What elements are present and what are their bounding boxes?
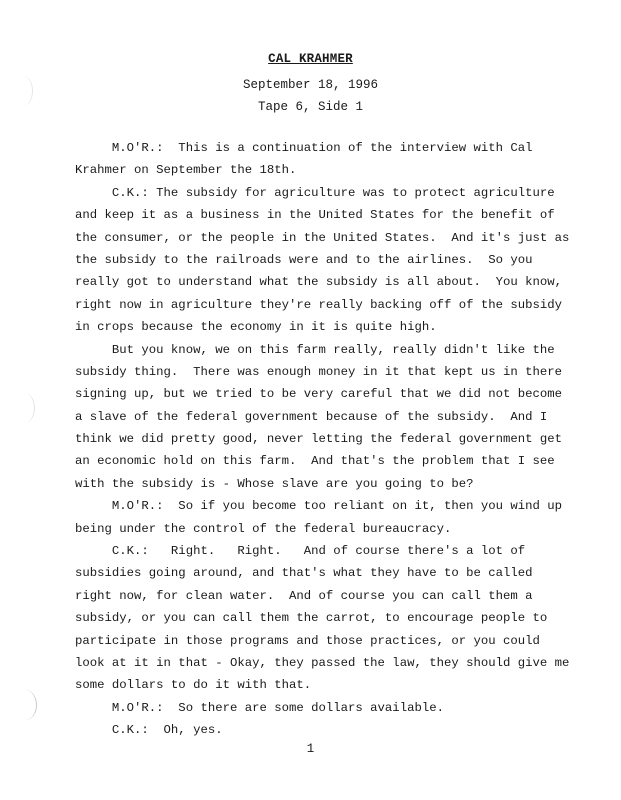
transcript-body bbox=[75, 137, 570, 742]
transcript-line: subsidy, or you can call them the carrot, to encourage people to bbox=[75, 611, 548, 626]
transcript-line: subsidy thing. There was enough money in it that kept us in there bbox=[75, 364, 563, 379]
transcript-line: the subsidy to the railroads were and to the airlines. So you bbox=[75, 252, 533, 267]
interviewee-title: CAL KRAHMER bbox=[268, 52, 353, 66]
transcript-line: and keep it as a business in the United States for the benefit of bbox=[75, 208, 555, 223]
transcript-line: in crops because the economy in it is quite high. bbox=[75, 320, 437, 335]
transcript-line: But you know, we on this farm really, really didn't like the bbox=[75, 342, 555, 357]
transcript-line: C.K.: The subsidy for agriculture was to protect agriculture bbox=[75, 185, 555, 200]
transcript-line: right now in agriculture they're really backing off of the subsidy bbox=[75, 297, 563, 312]
transcript-line: some dollars to do it with that. bbox=[75, 678, 312, 693]
transcript-line: C.K.: Right. Right. And of course there's a lot of bbox=[75, 544, 526, 559]
transcript-line: think we did pretty good, never letting the federal government get bbox=[75, 432, 563, 447]
punch-hole-mark bbox=[14, 690, 37, 720]
transcript-line: M.O'R.: This is a continuation of the interview with Cal bbox=[75, 141, 533, 155]
transcript-line: a slave of the federal government because of the subsidy. And I bbox=[75, 409, 548, 424]
transcript-line: being under the control of the federal bureaucracy. bbox=[75, 521, 452, 536]
transcript-line: M.O'R.: So there are some dollars available. bbox=[75, 700, 444, 715]
transcript-line: signing up, but we tried to be very careful that we did not become bbox=[75, 387, 563, 402]
transcript-line: an economic hold on this farm. And that's the problem that I see bbox=[75, 454, 555, 469]
transcript-line: really got to understand what the subsidy is all about. You know, bbox=[75, 275, 563, 290]
transcript-line: Krahmer on September the 18th. bbox=[75, 163, 297, 178]
transcript-line: M.O'R.: So if you become too reliant on it, then you wind up bbox=[75, 499, 563, 514]
transcript-line: subsidies going around, and that's what they have to be called bbox=[75, 566, 533, 581]
transcript-line: C.K.: Oh, yes. bbox=[75, 723, 223, 738]
transcript-line: with the subsidy is - Whose slave are you going to be? bbox=[75, 476, 474, 491]
page-number: 1 bbox=[306, 742, 315, 756]
transcript-line: participate in those programs and those practices, or you could bbox=[75, 633, 540, 648]
transcript-line: right now, for clean water. And of course you can call them a bbox=[75, 588, 533, 603]
punch-hole-mark bbox=[14, 393, 35, 423]
tape-label: Tape 6, Side 1 bbox=[257, 100, 364, 114]
transcript-line: look at it in that - Okay, they passed the law, they should give me bbox=[75, 655, 570, 670]
interview-date: September 18, 1996 bbox=[242, 78, 379, 92]
transcript-line: the consumer, or the people in the United States. And it's just as bbox=[75, 230, 570, 245]
